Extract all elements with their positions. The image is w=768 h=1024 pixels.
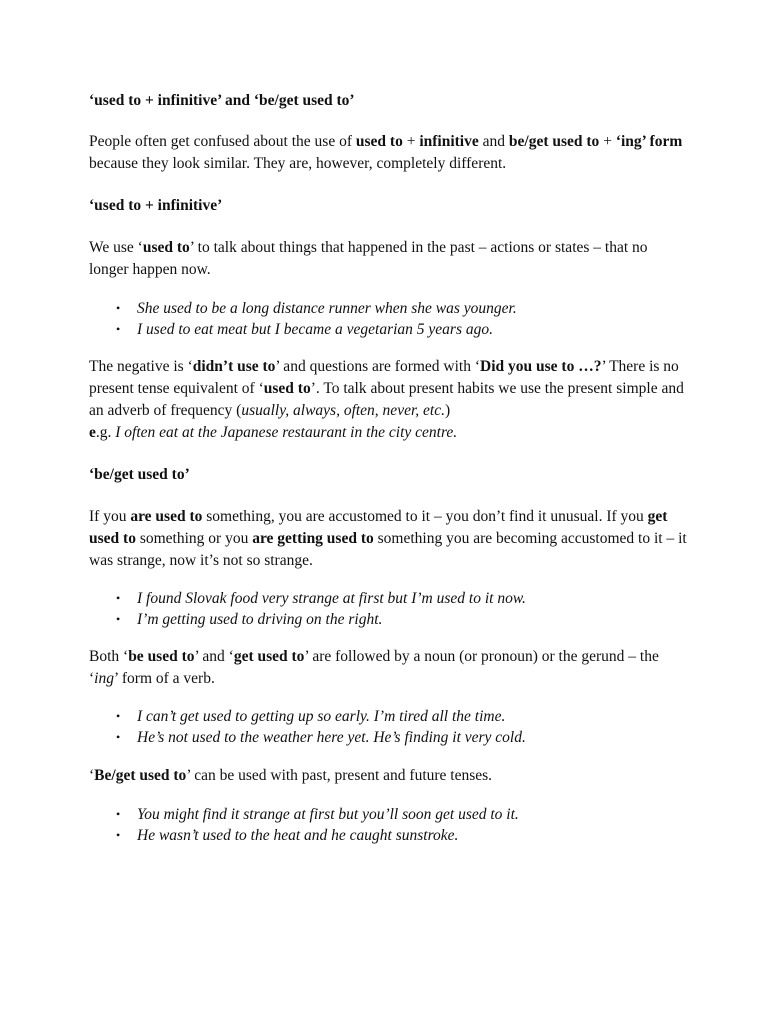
intro-bold-ing-form: ‘ing’ form <box>615 133 683 150</box>
s1p1-text-1: We use ‘ <box>89 239 143 256</box>
intro-text-5: because they look similar. They are, however, completely different. <box>89 155 507 172</box>
s1p1-bold-used-to: used to <box>142 239 190 256</box>
intro-text-3: and <box>478 133 509 150</box>
eg-bold-e: e <box>89 424 96 441</box>
s2p3-text-2: ’ can be used with past, present and future tenses. <box>186 767 493 784</box>
negative-paragraph <box>89 356 689 422</box>
s1p2-bold-used-to: used to <box>263 380 311 397</box>
list-item: • He wasn’t used to the heat and he caught sunstroke. <box>137 825 689 846</box>
page-title: ‘used to + infinitive’ and ‘be/get used to’ <box>89 92 355 109</box>
s2p3-text-1: ‘ <box>89 767 95 784</box>
intro-text-1: People often get confused about the use of <box>89 133 356 150</box>
section2-paragraph <box>89 506 689 572</box>
s2p1-text-4: something you are becoming accustomed to it – it was strange, now it’s not so strange. <box>89 530 687 569</box>
tenses-paragraph <box>89 765 689 787</box>
section1-example-list <box>89 298 689 340</box>
section2-example-list-2 <box>89 706 689 748</box>
s2p1-bold-get-used-to: get used to <box>89 508 668 547</box>
followed-by-paragraph <box>89 646 689 690</box>
intro-text-2: + <box>402 133 420 150</box>
intro-bold-used-to: used to <box>355 133 403 150</box>
section2-example-list-1 <box>89 588 689 630</box>
section1-heading: ‘used to + infinitive’ <box>89 197 223 214</box>
s2p1-text-1: If you <box>89 508 131 525</box>
eg-italic-sentence: I often eat at the Japanese restaurant in the city centre. <box>115 424 458 441</box>
s2p3-bold-be-get-used-to: Be/get used to <box>94 767 187 784</box>
s2p1-bold-are-used-to: are used to <box>130 508 203 525</box>
list-item: • I can’t get used to getting up so early. I’m tired all the time. <box>137 706 689 727</box>
list-item: • I found Slovak food very strange at first but I’m used to it now. <box>137 588 689 609</box>
s1p2-text-5: ) <box>444 402 451 419</box>
list-item: • She used to be a long distance runner when she was younger. <box>137 298 689 319</box>
list-item: • I’m getting used to driving on the right. <box>137 609 689 630</box>
s2p2-text-3: ’ are followed by a noun (or pronoun) or the gerund – the ‘ <box>89 648 659 687</box>
s2p2-text-1: Both ‘ <box>89 648 129 665</box>
s1p2-text-2: ’ and questions are formed with ‘ <box>275 358 481 375</box>
document-body <box>89 90 689 846</box>
example-line <box>89 422 689 444</box>
section1-paragraph <box>89 237 689 281</box>
s1p2-italic-adverbs: usually, always, often, never, etc. <box>241 402 445 419</box>
s2p2-italic-ing: ing <box>94 670 114 687</box>
s1p2-bold-did-you-use-to: Did you use to …? <box>480 358 602 375</box>
s2p2-text-4: ’ form of a verb. <box>113 670 215 687</box>
s2p1-text-2: something, you are accustomed to it – you don’t find it unusual. If you <box>202 508 648 525</box>
s2p2-text-2: ’ and ‘ <box>194 648 234 665</box>
intro-text-4: + <box>599 133 616 150</box>
s1p2-text-3: ’ There is no present tense equivalent of ‘ <box>89 358 679 397</box>
section2-heading: ‘be/get used to’ <box>89 466 190 483</box>
eg-text: .g. <box>95 424 116 441</box>
s1p1-text-2: ’ to talk about things that happened in the past – actions or states – that no longer happen now. <box>89 239 648 278</box>
s1p2-bold-didnt-use-to: didn’t use to <box>192 358 276 375</box>
list-item: • You might find it strange at first but you’ll soon get used to it. <box>137 804 689 825</box>
list-item: • He’s not used to the weather here yet. He’s finding it very cold. <box>137 727 689 748</box>
intro-paragraph <box>89 131 689 175</box>
s1p2-text-1: The negative is ‘ <box>89 358 193 375</box>
intro-bold-be-get-used-to: be/get used to <box>508 133 600 150</box>
s1p2-text-4: ’. To talk about present habits we use the present simple and an adverb of frequency ( <box>89 380 684 419</box>
s2p2-bold-get-used-to: get used to <box>233 648 305 665</box>
intro-bold-infinitive: infinitive <box>419 133 479 150</box>
list-item: • I used to eat meat but I became a vegetarian 5 years ago. <box>137 319 689 340</box>
section2-example-list-3 <box>89 804 689 846</box>
s2p2-bold-be-used-to: be used to <box>128 648 195 665</box>
s2p1-bold-are-getting-used-to: are getting used to <box>252 530 374 547</box>
s2p1-text-3: something or you <box>135 530 253 547</box>
